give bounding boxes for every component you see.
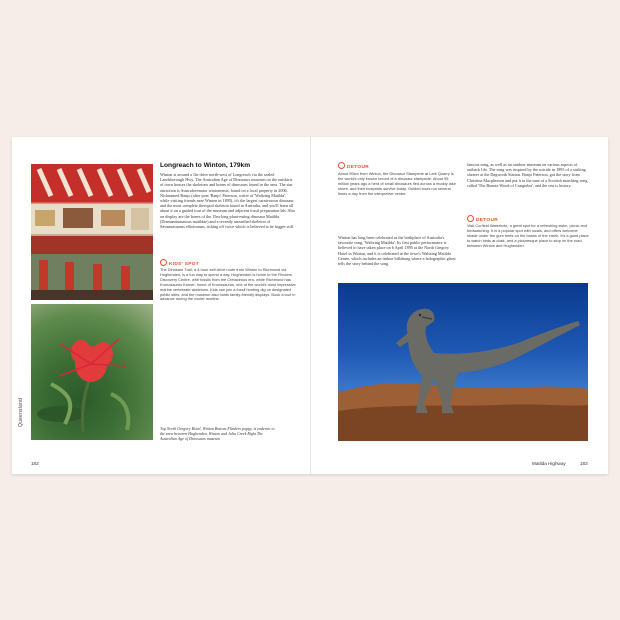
- left-page-number: 182: [31, 461, 39, 466]
- detour1-text: About 95km from Winton, the Dinosaur Stampede at Lark Quarry is the world's only known record of a dinosaur stampede. About 95 million years ago a herd of small dinosaurs fled across a muddy lake shore, and their footprints survive today. Guided tours run several times a day from the interpretive centre.: [338, 171, 456, 196]
- page-title: Longreach to Winton, 179km: [160, 162, 251, 169]
- kids-spot-text: The Dinosaur Trail, a 4-hour self-drive route from Winton to Richmond via Hughenden, is a fun way to spend a day. Hughenden is home to the Flinders Discovery Centre, with fossils from the Cretaceous era, while Richmond has Kronosaurus Korner, home of Kronosaurus, one of the world's most impressive marine vertebrate skeletons. Kids can join a fossil hunting dig on designated public sites, and the museum also hosts family-friendly displays. Book a tour in advance during the cooler months.: [160, 267, 296, 302]
- book-spread: [12, 137, 608, 474]
- hotel-interior-photo: [31, 164, 153, 300]
- footer-title: Matilda Highway: [532, 461, 566, 466]
- main-text: Winton has long been celebrated as the birthplace of Australia's favourite song, 'Waltzing Matilda'. Its first public performance is believed to have taken place on 6 April 1895 at the North Gregory Hotel in Winton, and it is celebrated in the town's Waltzing Matilda Centre, which includes an indoor billabong where a holographic ghost tells the story behind the song.: [338, 235, 456, 267]
- detour2-heading: DETOUR: [467, 215, 498, 223]
- photo-caption: Top North Gregory Hotel, Winton Bottom Flinders poppy, is endemic to the area between Hughenden, Winton and Julia Creek Right The Australian Age of Dinosaurs museum: [160, 426, 275, 441]
- gutter: [310, 137, 311, 474]
- detour1-icon: [338, 162, 345, 169]
- kids-spot-icon: [160, 259, 167, 266]
- col4-text: famous song, as well as an outdoor museum on various aspects of outback life. The song was inspired by the suicide in 1895 of a striking shearer at the Dagworth Station. Banjo Paterson, got the story from Christina Macpherson and put it to the tune of a Scottish marching song called 'The Bonnie Wood of Craigielea', and the rest is history.: [467, 162, 588, 188]
- detour2-text: Visit Corfield Waterhole, a great spot for a refreshing swim, picnic and birdwatching. It is a popular spot with locals, and offers welcome shade under the gum trees on the banks of the creek. It's a good place to watch birds at dusk, and a picturesque place to stop on the road between Winton and Hughenden.: [467, 223, 589, 248]
- right-page-number: 183: [580, 461, 588, 466]
- kids-spot-heading: KIDS' SPOT: [160, 259, 199, 267]
- flinders-poppy-photo: [31, 304, 153, 440]
- side-label: Queensland: [18, 398, 24, 427]
- intro-text: Winton is around a 1hr drive north-west of Longreach via the sealed Landsborough Hwy. The Australian Age of Dinosaurs museum on the outskirts of town houses the skeletons and bones of dinosaurs found in the area. The star attraction is Australovenator wintonensis, found on a local property in 2006. Nicknamed Banjo (after poet 'Banjo' Paterson, writer of 'Waltzing Matilda', while visiting friends near Winton in 1895), it's the largest carnivorous dinosaur and the most complete theropod skeleton found in Australia, and you'll learn all about it on a guided tour of the museum and adjacent fossil preparation lab. Also on display are the bones of the 15m-long plant-eating dinosaur Matilda (Diamantinasaurus matildae) and a recently unearthed skeleton of Savannasaurus elliottorum, ticking off twice which is believed to be bigger still.: [160, 172, 296, 230]
- dinosaur-statue-photo: [338, 283, 588, 441]
- detour2-icon: [467, 215, 474, 222]
- detour1-heading: DETOUR: [338, 162, 369, 170]
